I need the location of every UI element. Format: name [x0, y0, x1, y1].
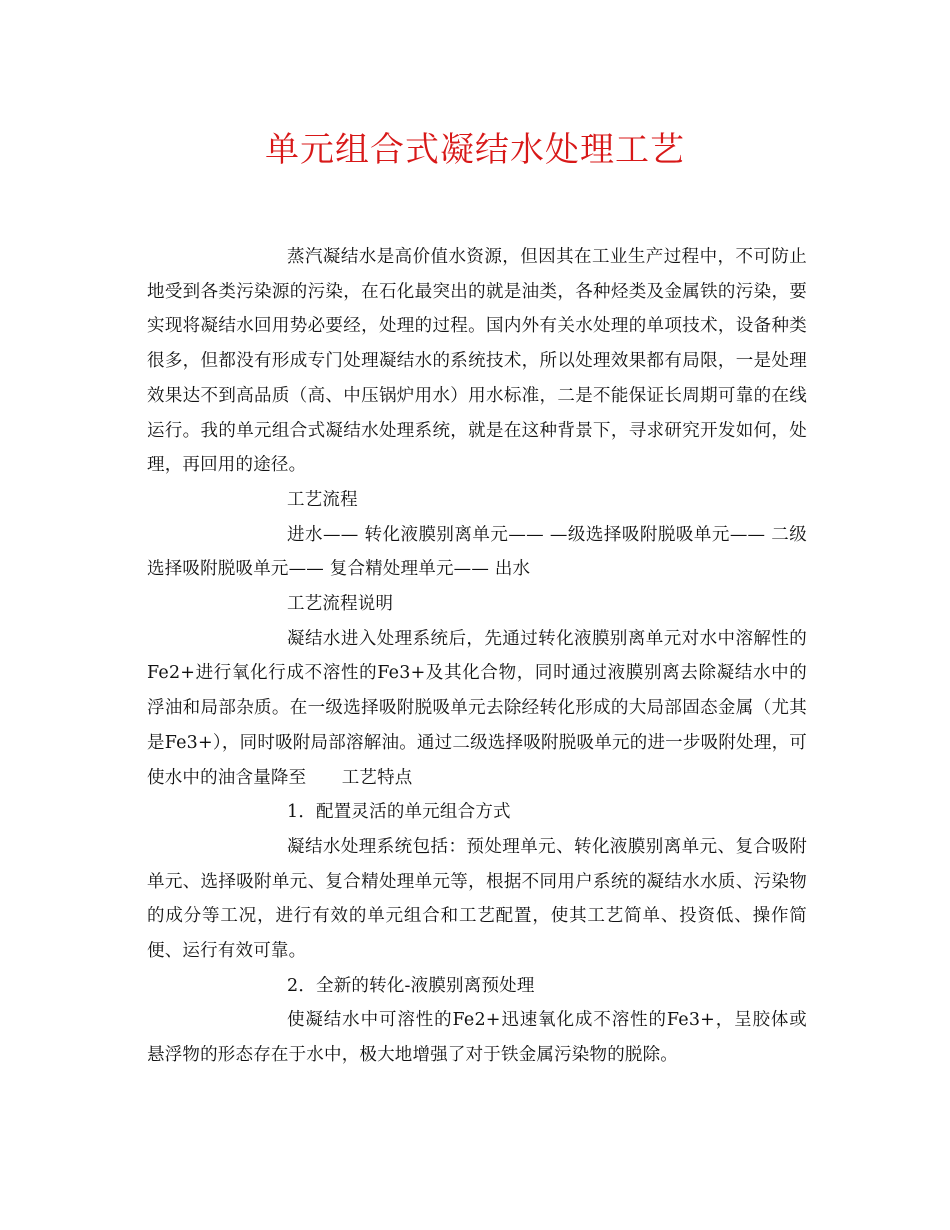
section-heading-feature-1: 1．配置灵活的单元组合方式 — [287, 802, 511, 823]
section-heading-process-description: 工艺流程说明 — [287, 594, 394, 615]
section-heading-process: 工艺流程 — [287, 489, 358, 510]
paragraph-process-description: 凝结水进入处理系统后，先通过转化液膜别离单元对水中溶解性的Fe2+进行氧化行成不溶性的Fe3+及其化合物，同时通过液膜别离去除凝结水中的浮油和局部杂质。在一级选择吸附脱吸单元去除经转化形成的大局部固态金属（尤其是Fe3+），同时吸附局部溶解油。通过二级选择吸附脱吸单元的进一步吸附处理，可使水中的油含量降至 工艺特点 — [147, 628, 807, 788]
paragraph-feature-1: 凝结水处理系统包括：预处理单元、转化液膜别离单元、复合吸附单元、选择吸附单元、复合精处理单元等，根据不同用户系统的凝结水水质、污染物的成分等工况，进行有效的单元组合和工艺配置，使其工艺简单、投资低、操作简便、运行有效可靠。 — [147, 836, 807, 962]
section-heading-feature-2: 2．全新的转化-液膜别离预处理 — [287, 975, 535, 996]
document-title: 单元组合式凝结水处理工艺 — [265, 130, 685, 170]
paragraph-intro: 蒸汽凝结水是高价值水资源，但因其在工业生产过程中，不可防止地受到各类污染源的污染，在石化最突出的就是油类，各种烃类及金属铁的污染，要实现将凝结水回用势必要经，处理的过程。国内外有关水处理的单项技术，设备种类很多，但都没有形成专门处理凝结水的系统技术，所以处理效果都有局限，一是处理效果达不到高品质（高、中压锅炉用水）用水标准，二是不能保证长周期可靠的在线运行。我的单元组合式凝结水处理系统，就是在这种背景下，寻求研究开发如何，处理，再回用的途径。 — [147, 247, 807, 476]
paragraph-feature-2: 使凝结水中可溶性的Fe2+迅速氧化成不溶性的Fe3+，呈胶体或悬浮物的形态存在于水中，极大地增强了对于铁金属污染物的脱除。 — [147, 1010, 807, 1066]
paragraph-process-flow: 进水—— 转化液膜别离单元—— —级选择吸附脱吸单元—— 二级选择吸附脱吸单元—— 复合精处理单元—— 出水 — [147, 524, 807, 580]
document-body — [147, 240, 807, 1073]
